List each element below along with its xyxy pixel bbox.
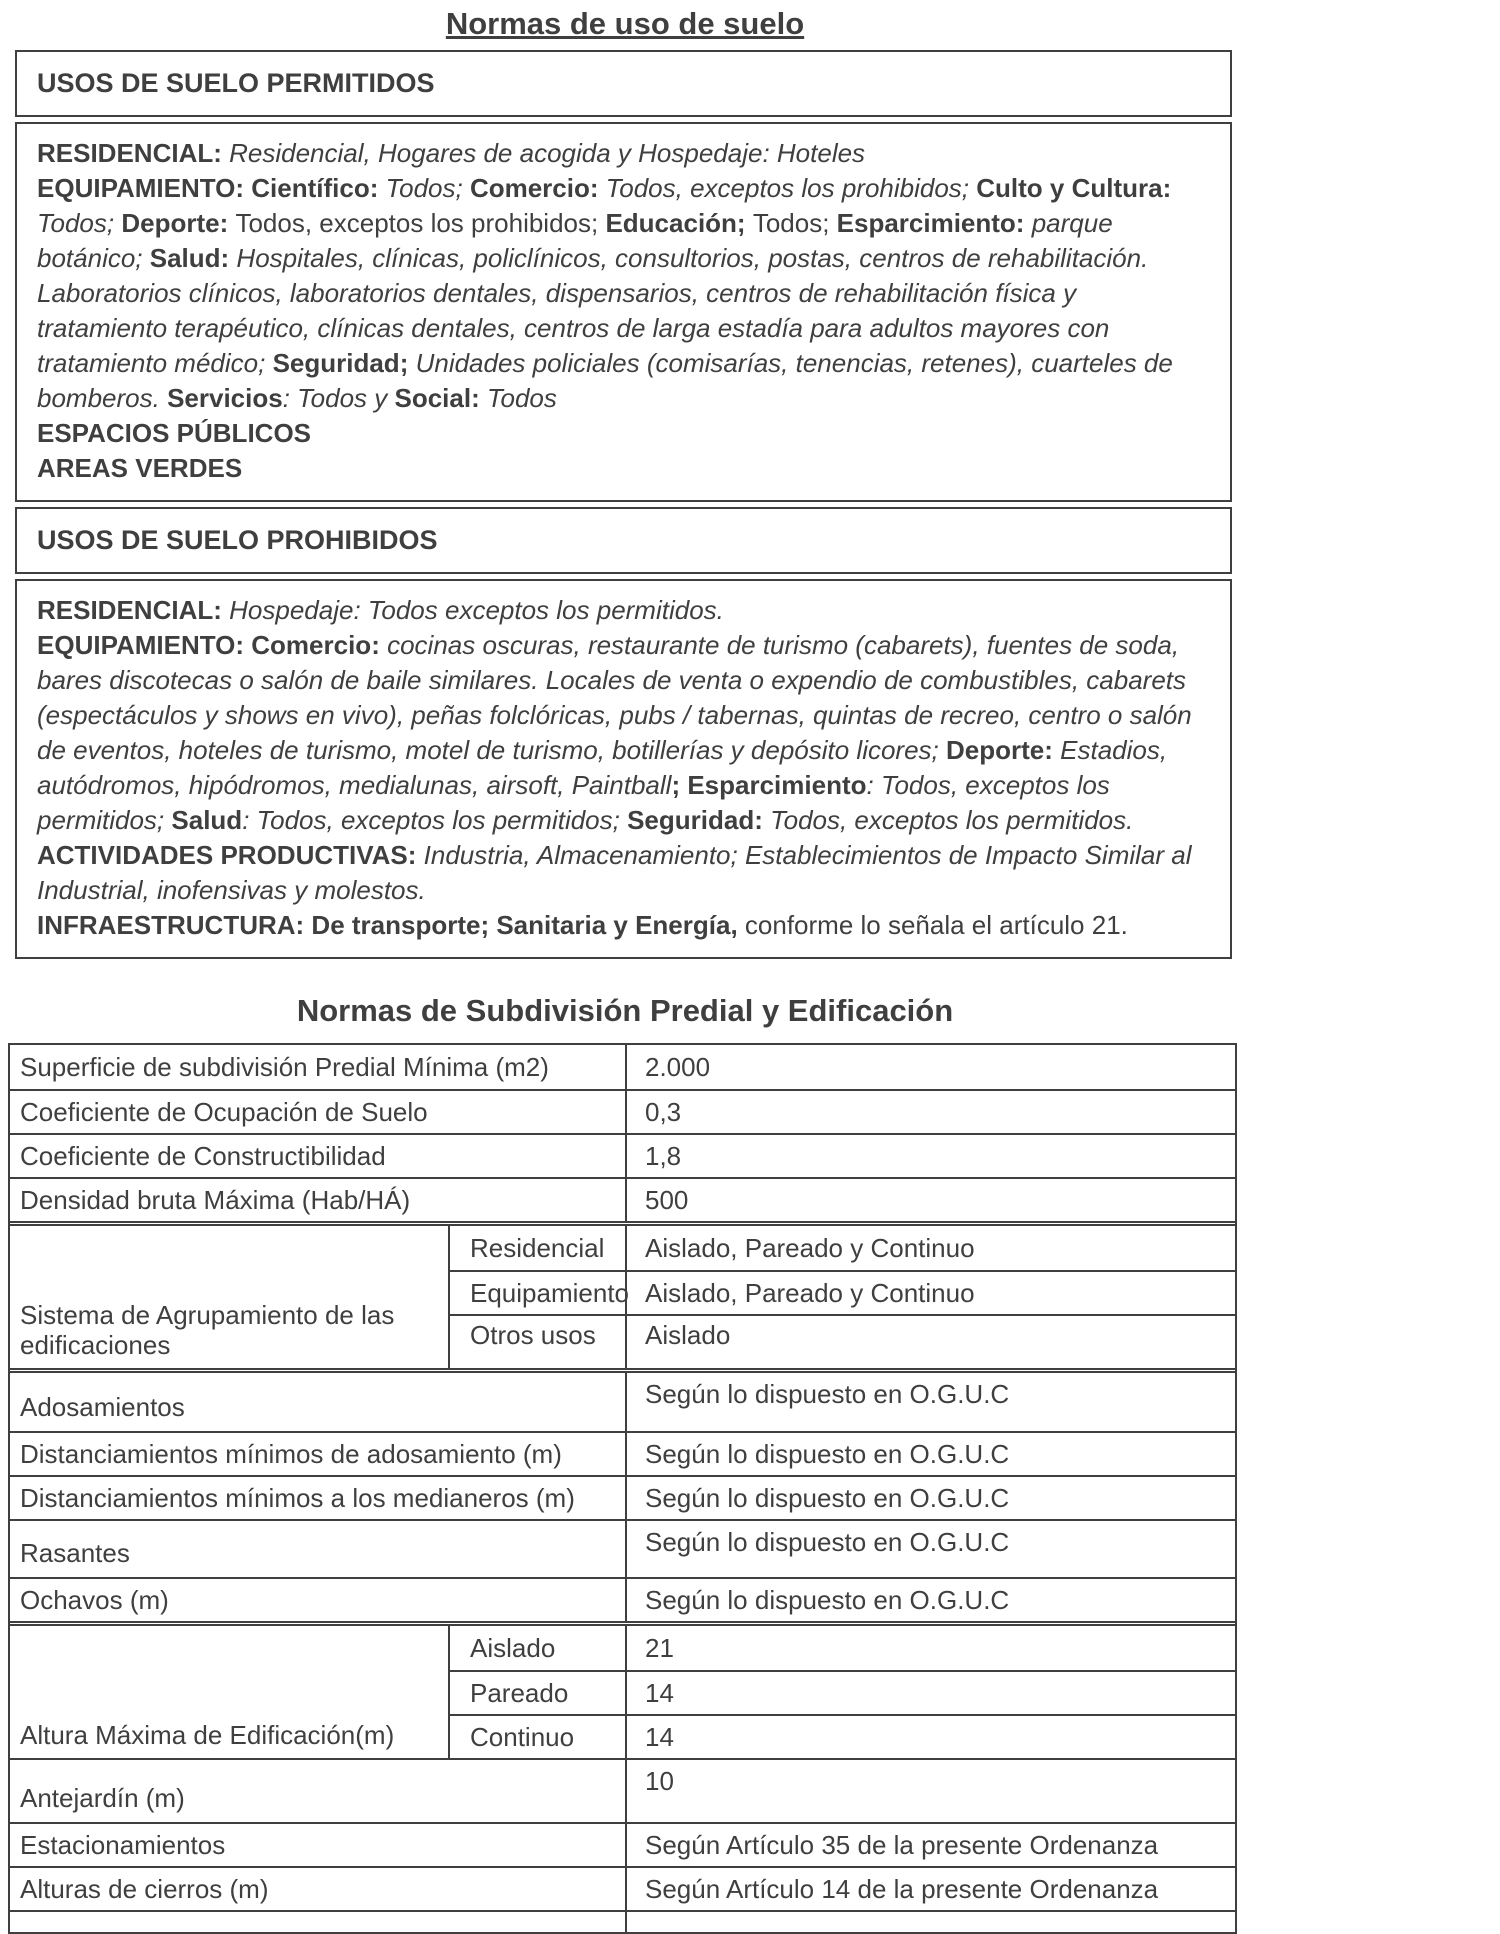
row-value: 0,3 bbox=[625, 1091, 1235, 1133]
subrow-pareado bbox=[450, 1670, 1235, 1714]
row-value: Según lo dispuesto en O.G.U.C bbox=[625, 1433, 1235, 1475]
subrow-otros-usos bbox=[450, 1314, 1235, 1368]
row-value: Según lo dispuesto en O.G.U.C bbox=[625, 1373, 1235, 1431]
table-row-rasantes bbox=[10, 1519, 1235, 1577]
subrow-label: Pareado bbox=[470, 1678, 569, 1708]
row-label: Superficie de subdivisión Predial Mínima (m2) bbox=[20, 1052, 549, 1082]
prohibidos-body-box bbox=[15, 579, 1232, 959]
permitidos-body-box bbox=[15, 122, 1232, 502]
row-value: 10 bbox=[625, 1760, 1235, 1822]
row-label: Adosamientos bbox=[20, 1392, 185, 1422]
row-value: Según lo dispuesto en O.G.U.C bbox=[625, 1521, 1235, 1577]
table-row-ocupacion bbox=[10, 1089, 1235, 1133]
row-value bbox=[625, 1912, 1235, 1932]
table-row-ochavos bbox=[10, 1577, 1235, 1621]
prohibidos-header: USOS DE SUELO PROHIBIDOS bbox=[37, 525, 438, 555]
subrow-label: Residencial bbox=[470, 1233, 605, 1263]
table-row-constructibilidad bbox=[10, 1133, 1235, 1177]
table-row-densidad bbox=[10, 1177, 1235, 1221]
subrow-value: 14 bbox=[625, 1672, 1235, 1714]
table-row-superficie bbox=[10, 1045, 1235, 1089]
row-value: 1,8 bbox=[625, 1135, 1235, 1177]
subrow-aislado bbox=[450, 1626, 1235, 1670]
row-value: 2.000 bbox=[625, 1045, 1235, 1089]
row-value: Según lo dispuesto en O.G.U.C bbox=[625, 1477, 1235, 1519]
permitidos-body: RESIDENCIAL: Residencial, Hogares de acogida y Hospedaje: Hoteles EQUIPAMIENTO: Científico: Todos; Comercio: Todos, exceptos los prohibidos; Culto y Cultura: Todos; Deporte: Todos, exceptos los prohibidos; Educación; Todos; Esparcimiento: parque botánico; Salud: Hospitales, clínicas, policlínicos, consultorios, postas, centros de rehabilitación. Laboratorios clínicos, laboratorios dentales, dispensarios, centros de rehabilitación física y tratamiento terapéutico, clínicas dentales, centros de larga estadía para adultos mayores con tratamiento médico; Seguridad; Unidades policiales (comisarías, tenencias, retenes), cuarteles de bomberos. Servicios: Todos y Social: Todos ESPACIOS PÚBLICOS AREAS VERDES bbox=[37, 138, 1173, 483]
permitidos-header-box bbox=[15, 50, 1232, 117]
row-label: Distanciamientos mínimos a los medianeros (m) bbox=[20, 1483, 575, 1513]
group-label: Altura Máxima de Edificación(m) bbox=[20, 1720, 395, 1750]
table-group-altura bbox=[10, 1624, 1235, 1758]
table-row-partial bbox=[10, 1910, 1235, 1932]
subrow-continuo bbox=[450, 1714, 1235, 1758]
subrow-label: Otros usos bbox=[470, 1320, 596, 1350]
page-title: Normas de uso de suelo bbox=[445, 6, 805, 41]
row-label: Coeficiente de Ocupación de Suelo bbox=[20, 1097, 428, 1127]
prohibidos-header-box bbox=[15, 507, 1232, 574]
table-row-estacionamientos bbox=[10, 1822, 1235, 1866]
subrow-value: Aislado, Pareado y Continuo bbox=[625, 1272, 1235, 1314]
row-label: Coeficiente de Constructibilidad bbox=[20, 1141, 386, 1171]
subrow-label: Equipamiento bbox=[470, 1278, 629, 1308]
subrow-value: 21 bbox=[625, 1626, 1235, 1670]
subdivision-table bbox=[8, 1043, 1237, 1934]
table-row-dist-medianeros bbox=[10, 1475, 1235, 1519]
row-value: Según Artículo 14 de la presente Ordenanza bbox=[625, 1868, 1235, 1910]
group-subrows bbox=[448, 1626, 1235, 1758]
subrow-value: Aislado bbox=[625, 1316, 1235, 1368]
row-label: Antejardín (m) bbox=[20, 1783, 185, 1813]
row-label: Ochavos (m) bbox=[20, 1585, 169, 1615]
table-row-antejardin bbox=[10, 1758, 1235, 1822]
subrow-equipamiento bbox=[450, 1270, 1235, 1314]
table-row-dist-adosamiento bbox=[10, 1431, 1235, 1475]
row-label: Distanciamientos mínimos de adosamiento (m) bbox=[20, 1439, 562, 1469]
group-subrows bbox=[448, 1226, 1235, 1368]
prohibidos-body: RESIDENCIAL: Hospedaje: Todos exceptos los permitidos. EQUIPAMIENTO: Comercio: cocinas oscuras, restaurante de turismo (cabarets), fuentes de soda, bares discotecas o salón de baile similares. Locales de venta o expendio de combustibles, cabarets (espectáculos y shows en vivo), peñas folclóricas, pubs / tabernas, quintas de recreo, centro o salón de eventos, hoteles de turismo, motel de turismo, botillerías y depósito licores; Deporte: Estadios, autódromos, hipódromos, medialunas, airsoft, Paintball; Esparcimiento: Todos, exceptos los permitidos; Salud: Todos, exceptos los permitidos; Seguridad: Todos, exceptos los permitidos. ACTIVIDADES PRODUCTIVAS: Industria, Almacenamiento; Establecimientos de Impacto Similar al Industrial, inofensivas y molestos. INFRAESTRUCTURA: De transporte; Sanitaria y Energía, conforme lo señala el artículo 21. bbox=[37, 595, 1192, 940]
permitidos-header: USOS DE SUELO PERMITIDOS bbox=[37, 68, 435, 98]
subrow-label: Aislado bbox=[470, 1633, 556, 1663]
row-value: 500 bbox=[625, 1179, 1235, 1221]
row-label: Estacionamientos bbox=[20, 1830, 226, 1860]
subrow-label: Continuo bbox=[470, 1722, 575, 1752]
subrow-residencial bbox=[450, 1226, 1235, 1270]
table-group-agrupamiento bbox=[10, 1224, 1235, 1368]
subrow-value: Aislado, Pareado y Continuo bbox=[625, 1226, 1235, 1270]
subrow-value: 14 bbox=[625, 1716, 1235, 1758]
uso-de-suelo-boxes bbox=[15, 50, 1232, 959]
row-value: Según Artículo 35 de la presente Ordenanza bbox=[625, 1824, 1235, 1866]
row-label bbox=[10, 1912, 625, 1932]
table-row-adosamientos bbox=[10, 1371, 1235, 1431]
row-label: Densidad bruta Máxima (Hab/HÁ) bbox=[20, 1185, 411, 1215]
subdivision-title: Normas de Subdivisión Predial y Edificación bbox=[296, 993, 954, 1028]
row-value: Según lo dispuesto en O.G.U.C bbox=[625, 1579, 1235, 1621]
row-label: Alturas de cierros (m) bbox=[20, 1874, 269, 1904]
group-label: Sistema de Agrupamiento de las edificaciones bbox=[20, 1300, 395, 1360]
row-label: Rasantes bbox=[20, 1538, 130, 1568]
